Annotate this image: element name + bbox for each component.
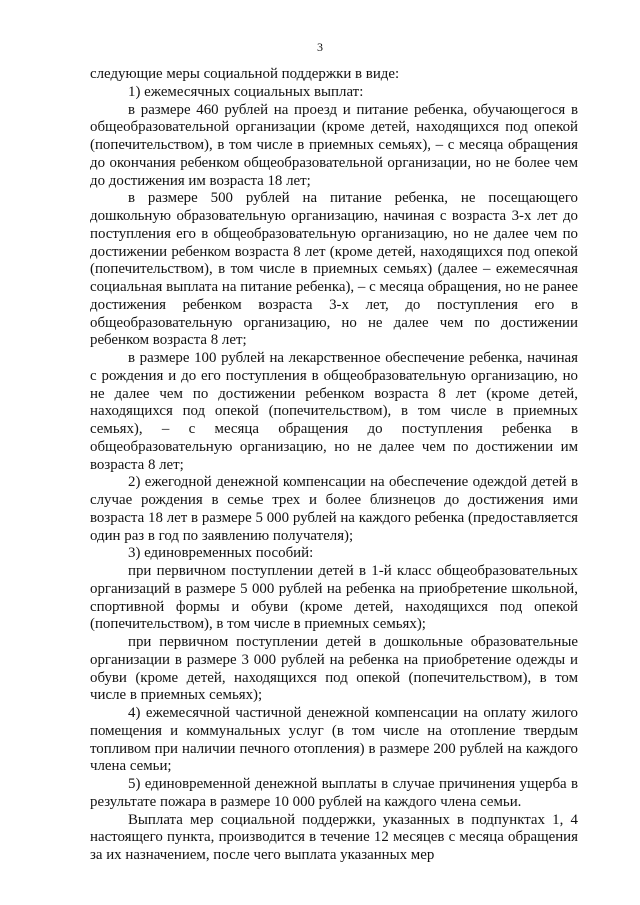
paragraph-intro: следующие меры социальной поддержки в виде: bbox=[90, 66, 400, 82]
paragraph-item-2: 2) ежегодной денежной компенсации на обеспечение одеждой детей в случае рождения в семье трех и более близнецов до достижения ими возраста 18 лет в размере 5 000 рублей на каждого ребенка (предоставляется один раз в год по заявлению получателя); bbox=[90, 474, 578, 544]
paragraph-item-3-heading: 3) единовременных пособий: bbox=[128, 545, 314, 562]
document-body bbox=[90, 66, 578, 865]
page-number: 3 bbox=[317, 40, 323, 54]
paragraph-payment-100: в размере 100 рублей на лекарственное обеспечение ребенка, начиная с рождения и до его поступления в общеобразовательную организацию, но не далее чем по достижении ребенком возраста 8 лет (кроме детей, находящихся под опекой (попечительством), в том числе в приемных семьях), – с месяца обращения до поступления ребенка в общеобразовательную организацию, но не далее чем по достижении им возраста 8 лет; bbox=[90, 350, 578, 473]
paragraph-item-5: 5) единовременной денежной выплаты в случае причинения ущерба в результате пожара в размере 10 000 рублей на каждого члена семьи. bbox=[90, 776, 578, 810]
paragraph-payment-terms: Выплата мер социальной поддержки, указанных в подпунктах 1, 4 настоящего пункта, производится в течение 12 месяцев с месяца обращения за их назначением, после чего выплата указанных мер bbox=[90, 811, 578, 863]
paragraph-payment-500: в размере 500 рублей на питание ребенка, не посещающего дошкольную образовательную организацию, начиная с возраста 3-х лет до поступления его в общеобразовательную организацию, но не далее чем по достижении ребенком возраста 8 лет (кроме детей, находящихся под опекой (попечительством), в том числе в приемных семьях) (далее – ежемесячная социальная выплата на питание ребенка), – с месяца обращения, но не ранее достижения ребенком возраста 3-х лет, до поступления его в общеобразовательную организацию, но не далее чем по достижении ребенком возраста 8 лет; bbox=[90, 190, 578, 349]
paragraph-item-1-heading: 1) ежемесячных социальных выплат: bbox=[128, 83, 364, 100]
paragraph-allowance-preschool: при первичном поступлении детей в дошкольные образовательные организации в размере 3 000 рублей на ребенка на приобретение одежды и обуви (кроме детей, находящихся под опекой (попечительством), в том числе в приемных семьях); bbox=[90, 634, 578, 704]
paragraph-allowance-school: при первичном поступлении детей в 1-й класс общеобразовательных организаций в размере 5 000 рублей на ребенка на приобретение школьной, спортивной формы и обуви (кроме детей, находящихся под опекой (попечительством), в том числе в приемных семьях); bbox=[90, 563, 578, 633]
paragraph-item-4: 4) ежемесячной частичной денежной компенсации на оплату жилого помещения и коммунальных услуг (в том числе на отопление твердым топливом при наличии печного отопления) в размере 200 рублей на каждого члена семьи; bbox=[90, 705, 578, 775]
paragraph-payment-460: в размере 460 рублей на проезд и питание ребенка, обучающегося в общеобразовательной организации (кроме детей, находящихся под опекой (попечительством), в том числе в приемных семьях), – с месяца обращения до окончания ребенком общеобразовательной организации, но не более чем до достижения им возраста 18 лет; bbox=[90, 101, 578, 189]
